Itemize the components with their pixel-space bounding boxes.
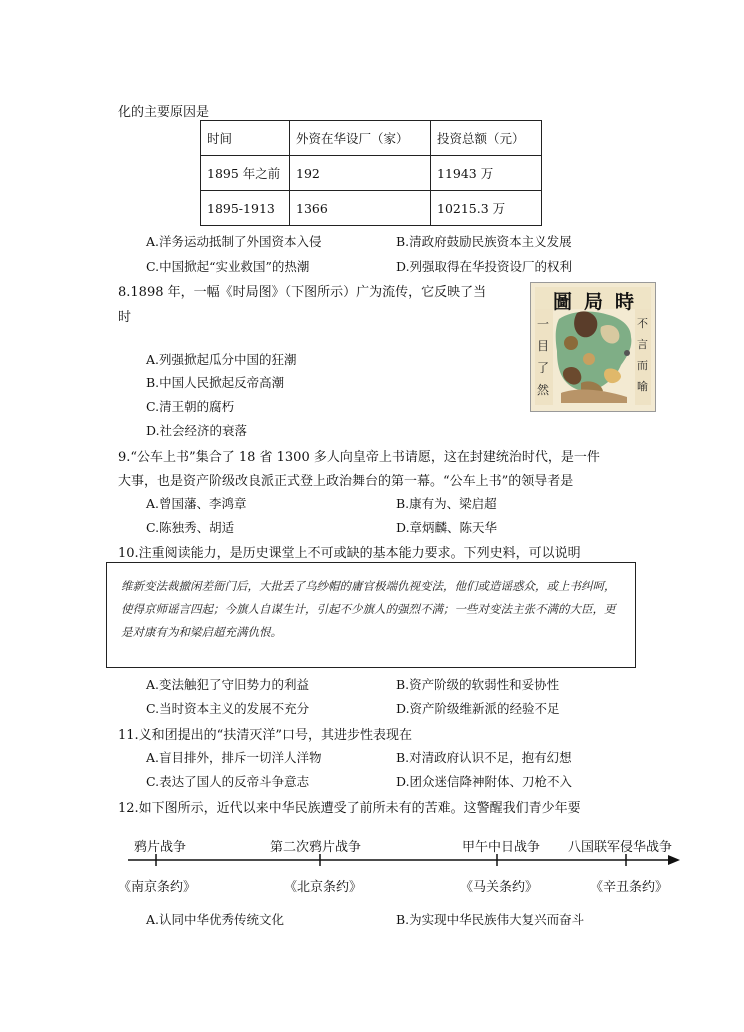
cartoon-left-caption: 一目了然 — [537, 317, 550, 397]
q11-option-a[interactable]: A.盲目排外，排斥一切洋人洋物 — [146, 750, 322, 765]
table-cell: 192 — [290, 156, 431, 191]
q12-option-b[interactable]: B.为实现中华民族伟大复兴而奋斗 — [396, 912, 585, 927]
timeline-event-eight-nation-alliance: 八国联军侵华战争 — [568, 840, 673, 855]
q10-stem-line1: 10.注重阅读能力，是历史课堂上不可或缺的基本能力要求。下列史料，可以说明 — [118, 546, 581, 561]
q8-option-a[interactable]: A.列强掀起瓜分中国的狂潮 — [146, 352, 297, 367]
q9-stem-line2: 大事，也是资产阶级改良派正式登上政治舞台的第一幕。“公车上书”的领导者是 — [118, 474, 574, 489]
q9-option-a[interactable]: A.曾国藩、李鸿章 — [146, 496, 247, 511]
q9-option-d[interactable]: D.章炳麟、陈天华 — [396, 520, 498, 535]
q8-option-b[interactable]: B.中国人民掀起反帝高潮 — [146, 375, 285, 390]
table-cell: 11943 万 — [431, 156, 542, 191]
timeline-treaty-beijing: 《北京条约》 — [284, 880, 363, 895]
q7-option-a[interactable]: A.洋务运动抵制了外国资本入侵 — [146, 234, 322, 249]
shiju-tu-cartoon — [530, 282, 656, 412]
table-cell: 1366 — [290, 191, 431, 226]
q7-option-d[interactable]: D.列强取得在华投资设厂的权利 — [396, 259, 573, 274]
q11-stem: 11.义和团提出的“扶清灭洋”口号，其进步性表现在 — [118, 728, 412, 743]
table-row — [201, 156, 542, 191]
table-row — [201, 191, 542, 226]
timeline-event-sino-japanese-war: 甲午中日战争 — [462, 840, 541, 855]
foreign-investment-table — [200, 120, 542, 226]
q11-option-d[interactable]: D.团众迷信降神附体、刀枪不入 — [396, 774, 573, 789]
table-header-row — [201, 121, 542, 156]
q10-option-d[interactable]: D.资产阶级维新派的经验不足 — [396, 701, 560, 716]
q9-stem-line1: 9.“公车上书”集合了 18 省 1300 多人向皇帝上书请愿，这在封建统治时代，是一件 — [118, 450, 600, 465]
q7-option-b[interactable]: B.清政府鼓励民族资本主义发展 — [396, 234, 572, 249]
q8-stem-line1: 8.1898 年，一幅《时局图》（下图所示）广为流传，它反映了当 — [118, 285, 487, 300]
q9-option-b[interactable]: B.康有为、梁启超 — [396, 496, 497, 511]
cartoon-title: 圖局時 — [553, 291, 647, 313]
historical-source-text: 维新变法裁撤闲差衙门后，大批丢了乌纱帽的庸官极端仇视变法，他们或造谣惑众，或上书纠呵，使得京师谣言四起；今旗人自谋生计，引起不少旗人的强烈不满；一些对变法主张不满的大臣，更是对康有为和梁启超充满仇恨。 — [121, 579, 616, 639]
q8-stem-line2: 时 — [118, 310, 132, 325]
q7-stem-end: 化的主要原因是 — [118, 105, 210, 120]
q10-option-b[interactable]: B.资产阶级的软弱性和妥协性 — [396, 677, 560, 692]
table-cell: 10215.3 万 — [431, 191, 542, 226]
q10-option-a[interactable]: A.变法触犯了守旧势力的利益 — [146, 677, 310, 692]
timeline-treaty-shimonoseki: 《马关条约》 — [460, 880, 539, 895]
timeline-event-second-opium-war: 第二次鸦片战争 — [270, 840, 362, 855]
q8-option-c[interactable]: C.清王朝的腐朽 — [146, 399, 235, 414]
historical-source-box — [106, 562, 636, 668]
table-cell: 1895-1913 — [201, 191, 290, 226]
timeline-arrowhead — [668, 855, 680, 865]
q7-option-c[interactable]: C.中国掀起“实业救国”的热潮 — [146, 259, 310, 274]
table-header-cell: 时间 — [201, 121, 290, 156]
table-header-cell: 外资在华设厂（家） — [290, 121, 431, 156]
cartoon-right-caption: 不言而喻 — [637, 317, 648, 393]
q11-option-c[interactable]: C.表达了国人的反帝斗争意志 — [146, 774, 310, 789]
table-cell: 1895 年之前 — [201, 156, 290, 191]
q11-option-b[interactable]: B.对清政府认识不足，抱有幻想 — [396, 750, 572, 765]
q10-option-c[interactable]: C.当时资本主义的发展不充分 — [146, 701, 310, 716]
q12-stem: 12.如下图所示，近代以来中华民族遭受了前所未有的苦难。这警醒我们青少年要 — [118, 801, 581, 816]
q12-option-a[interactable]: A.认同中华优秀传统文化 — [146, 912, 285, 927]
timeline-treaty-boxer: 《辛丑条约》 — [590, 880, 669, 895]
timeline-event-opium-war: 鸦片战争 — [134, 840, 187, 855]
q9-option-c[interactable]: C.陈独秀、胡适 — [146, 520, 235, 535]
q8-option-d[interactable]: D.社会经济的衰落 — [146, 423, 248, 438]
table-header-cell: 投资总额（元） — [431, 121, 542, 156]
timeline-treaty-nanjing: 《南京条约》 — [118, 880, 197, 895]
